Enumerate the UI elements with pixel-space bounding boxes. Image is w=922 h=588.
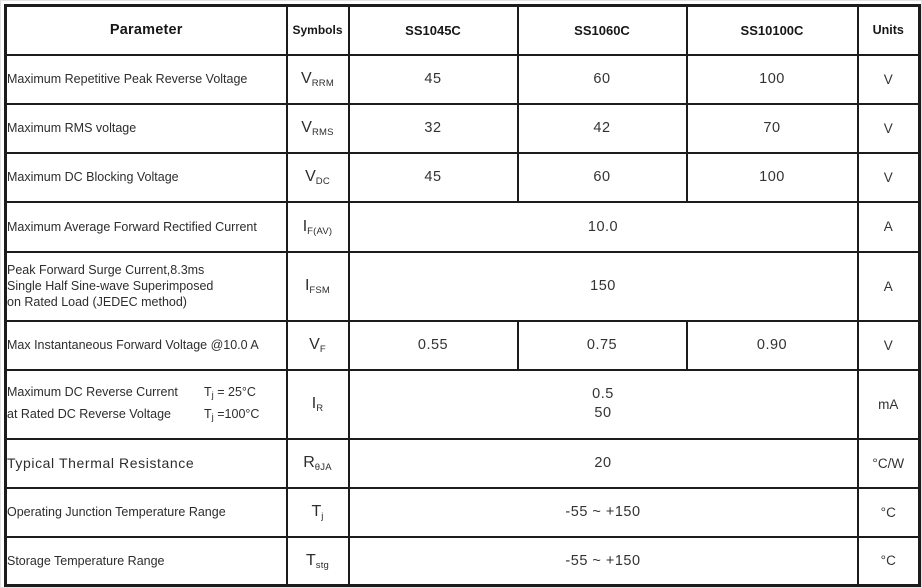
condition-text: Tj = 25°C xyxy=(204,385,256,401)
merged-value-cell xyxy=(349,370,858,439)
parameter-cell: Typical Thermal Resistance xyxy=(6,439,287,488)
unit-cell: °C/W xyxy=(858,439,920,488)
column-header-units: Units xyxy=(858,6,920,55)
table-row-vf xyxy=(6,321,920,370)
parameter-cell: Maximum Repetitive Peak Reverse Voltage xyxy=(6,55,287,104)
parameter-cell: Max Instantaneous Forward Voltage @10.0 A xyxy=(6,321,287,370)
table-row-rthja xyxy=(6,439,920,488)
parameter-line: Peak Forward Surge Current,8.3ms xyxy=(7,263,205,277)
symbol-cell xyxy=(287,104,349,153)
symbol-base: R xyxy=(303,454,315,471)
merged-value-cell: -55 ~ +150 xyxy=(349,488,858,537)
table-row-ifav xyxy=(6,202,920,252)
table-row-tstg xyxy=(6,537,920,586)
unit-cell: mA xyxy=(858,370,920,439)
parameter-cell: Storage Temperature Range xyxy=(6,537,287,586)
parameter-cell: Maximum RMS voltage xyxy=(6,104,287,153)
parameter-line: on Rated Load (JEDEC method) xyxy=(7,295,187,309)
symbol-subscript: FSM xyxy=(309,285,331,296)
value-line: 0.5 xyxy=(592,386,614,402)
value-cell: 45 xyxy=(349,55,518,104)
symbol-base: V xyxy=(305,168,316,185)
value-cell: 60 xyxy=(518,153,687,202)
symbol-cell xyxy=(287,488,349,537)
unit-cell: V xyxy=(858,321,920,370)
unit-cell: A xyxy=(858,252,920,321)
column-header-ss1045c: SS1045C xyxy=(349,6,518,55)
symbol-cell xyxy=(287,370,349,439)
symbol-base: V xyxy=(301,119,312,136)
parameter-cell: Operating Junction Temperature Range xyxy=(6,488,287,537)
value-cell: 0.55 xyxy=(349,321,518,370)
symbol-subscript: R xyxy=(316,403,324,414)
symbol-base: T xyxy=(311,503,322,520)
symbol-subscript: DC xyxy=(315,176,330,187)
header-row xyxy=(6,6,920,55)
column-header-ss10100c: SS10100C xyxy=(687,6,858,55)
value-cell: 70 xyxy=(687,104,858,153)
value-cell: 100 xyxy=(687,153,858,202)
symbol-cell xyxy=(287,537,349,586)
symbol-cell xyxy=(287,153,349,202)
symbol-base: I xyxy=(302,217,308,235)
column-header-ss1060c: SS1060C xyxy=(518,6,687,55)
symbol-subscript: stg xyxy=(315,559,330,571)
value-line: 50 xyxy=(594,405,612,421)
symbol-cell xyxy=(287,202,349,252)
table-row-ir xyxy=(6,370,920,439)
merged-value-cell: 10.0 xyxy=(349,202,858,252)
symbol-subscript: j xyxy=(321,511,324,522)
column-header-symbols: Symbols xyxy=(287,6,349,55)
condition-subscript: j xyxy=(211,390,214,401)
parameter-line: Single Half Sine-wave Superimposed xyxy=(7,279,214,293)
condition-text: Tj =100°C xyxy=(204,407,260,423)
table-row-vrrm xyxy=(6,55,920,104)
unit-cell: V xyxy=(858,55,920,104)
maximum-ratings-table xyxy=(4,4,921,587)
value-cell: 45 xyxy=(349,153,518,202)
merged-value-cell: -55 ~ +150 xyxy=(349,537,858,586)
table-row-tj xyxy=(6,488,920,537)
symbol-subscript: F(AV) xyxy=(307,225,333,237)
symbol-cell xyxy=(287,252,349,321)
symbol-cell xyxy=(287,55,349,104)
symbol-base: V xyxy=(309,336,320,353)
parameter-cell xyxy=(6,252,287,321)
unit-cell: V xyxy=(858,104,920,153)
symbol-cell xyxy=(287,321,349,370)
symbol-subscript: θJA xyxy=(314,462,332,473)
symbol-cell xyxy=(287,439,349,488)
table-row-vdc xyxy=(6,153,920,202)
parameter-cell: Maximum Average Forward Rectified Current xyxy=(6,202,287,252)
symbol-base: I xyxy=(311,395,317,412)
parameter-cell xyxy=(6,370,287,439)
unit-cell: V xyxy=(858,153,920,202)
value-cell: 0.90 xyxy=(687,321,858,370)
symbol-subscript: RMS xyxy=(311,127,334,138)
parameter-line xyxy=(7,404,286,426)
parameter-line xyxy=(7,382,286,404)
parameter-text: Maximum DC Reverse Current xyxy=(7,385,178,399)
value-cell: 100 xyxy=(687,55,858,104)
symbol-base: V xyxy=(301,70,312,87)
unit-cell: °C xyxy=(858,537,920,586)
merged-value-cell: 20 xyxy=(349,439,858,488)
table-row-vrms xyxy=(6,104,920,153)
merged-value-cell: 150 xyxy=(349,252,858,321)
value-cell: 0.75 xyxy=(518,321,687,370)
symbol-subscript: RRM xyxy=(311,78,334,89)
symbol-subscript: F xyxy=(319,344,326,355)
parameter-cell: Maximum DC Blocking Voltage xyxy=(6,153,287,202)
parameter-text: at Rated DC Reverse Voltage xyxy=(7,407,171,421)
symbol-base: T xyxy=(305,551,316,569)
value-cell: 32 xyxy=(349,104,518,153)
symbol-base: I xyxy=(304,277,310,294)
value-cell: 42 xyxy=(518,104,687,153)
unit-cell: A xyxy=(858,202,920,252)
value-cell: 60 xyxy=(518,55,687,104)
table-row-ifsm xyxy=(6,252,920,321)
column-header-parameter: Parameter xyxy=(6,6,287,55)
condition-subscript: j xyxy=(211,412,214,423)
unit-cell: °C xyxy=(858,488,920,537)
